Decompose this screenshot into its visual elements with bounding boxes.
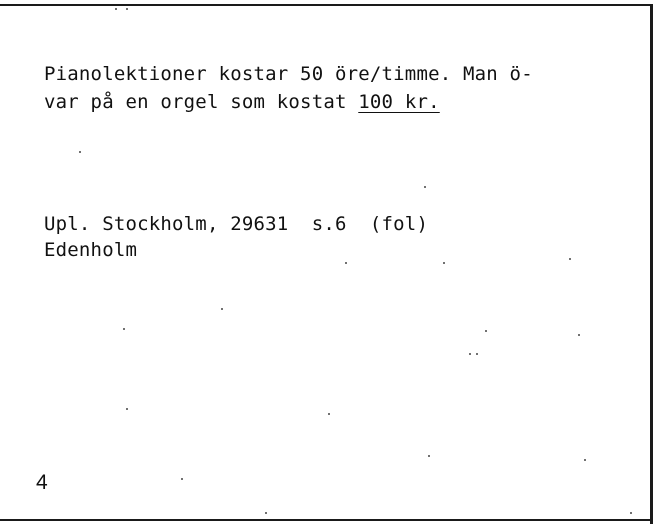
scan-speck <box>123 328 125 330</box>
scan-speck <box>578 334 580 336</box>
scan-speck <box>443 262 445 264</box>
scan-speck <box>328 413 330 415</box>
scan-speck <box>428 455 430 457</box>
card-bottom-border <box>0 519 653 521</box>
scan-speck <box>115 8 117 10</box>
card-text-line-2 <box>44 90 440 114</box>
scan-speck <box>181 478 183 480</box>
scan-speck <box>584 459 586 461</box>
scan-speck <box>345 262 347 264</box>
page-number: 4 <box>36 471 48 494</box>
card-top-border <box>0 4 652 6</box>
scan-speck <box>569 258 571 260</box>
scan-speck <box>630 512 632 514</box>
scan-speck <box>126 8 128 10</box>
place-name: Edenholm <box>44 239 138 261</box>
scan-speck <box>221 308 223 310</box>
scan-speck <box>476 353 478 355</box>
card-text-line-1: Pianolektioner kostar 50 öre/timme. Man ö- <box>44 63 533 85</box>
scan-speck <box>79 151 81 153</box>
scan-speck <box>126 408 128 410</box>
scan-speck <box>469 353 471 355</box>
scan-speck <box>485 330 487 332</box>
price-amount: 100 kr. <box>358 91 440 113</box>
card-text-line-2-prefix: var på en orgel som kostat <box>44 91 359 113</box>
source-reference: Upl. Stockholm, 29631 s.6 (fol) <box>44 213 429 235</box>
card-right-border <box>650 4 653 524</box>
scan-speck <box>265 512 267 514</box>
scan-speck <box>424 186 426 188</box>
